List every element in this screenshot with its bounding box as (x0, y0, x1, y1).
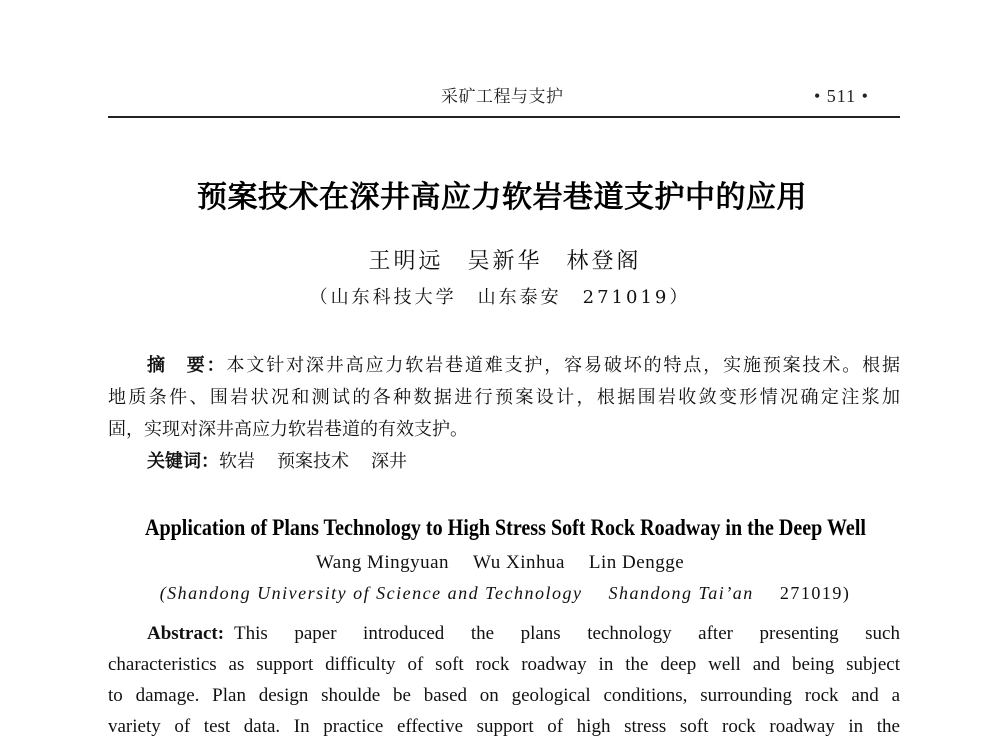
author-name: 王明远 (368, 249, 444, 274)
abstract-english-line: characteristics as support difficulty of soft rock roadway in the deep well and being subject (108, 654, 900, 675)
keywords-label: 关键词： (147, 451, 219, 472)
abstract-chinese-label: 摘 要： (147, 355, 227, 376)
abstract-english-line: variety of test data. In practice effective support of high stress soft rock roadway in the (108, 716, 900, 737)
keyword: 软岩 (219, 451, 255, 472)
affiliation-institution: (Shandong University of Science and Technology (159, 583, 583, 603)
authors-chinese (0, 249, 1000, 275)
keywords-chinese (147, 451, 747, 473)
header-rule (108, 116, 900, 118)
abstract-english-line (147, 624, 900, 644)
affiliation-location: Shandong Tai’an (608, 583, 754, 603)
author-name: 林登阁 (566, 249, 642, 274)
paper-title-english-wrapper (144, 510, 868, 542)
abstract-english-text: This paper introduced the plans technology after presenting such (234, 623, 900, 644)
abstract-english-label: Abstract: (147, 623, 225, 644)
author-name: 吴新华 (467, 249, 543, 274)
paper-title-chinese: 预案技术在深井高应力软岩巷道支护中的应用 (197, 180, 807, 215)
affiliation-english (0, 582, 1000, 604)
abstract-chinese-text: 本文针对深井高应力软岩巷道难支护，容易破坏的特点，实施预案技术。根据 (226, 355, 901, 376)
abstract-chinese-line (147, 355, 900, 377)
keyword: 预案技术 (277, 451, 349, 472)
author-name: Wu Xinhua (473, 552, 565, 573)
author-name: Wang Mingyuan (315, 552, 450, 573)
abstract-chinese-line: 地质条件、围岩状况和测试的各种数据进行预案设计，根据围岩收敛变形情况确定注浆加 (108, 387, 900, 408)
keyword: 深井 (371, 451, 407, 472)
authors-english (0, 552, 1000, 574)
paper-title-english: Application of Plans Technology to High Stress Soft Rock Roadway in the Deep Well (145, 515, 866, 540)
abstract-chinese-line: 固，实现对深井高应力软岩巷道的有效支护。 (108, 419, 468, 440)
page-number: • 511 • (814, 86, 869, 106)
abstract-english-line: to damage. Plan design shoulde be based on geological conditions, surrounding rock and a (108, 685, 900, 706)
affiliation-chinese: （山东科技大学 山东泰安 271019） (309, 287, 691, 308)
running-head-section: 采矿工程与支护 (441, 87, 564, 107)
affiliation-postcode: 271019) (779, 583, 851, 603)
author-name: Lin Dengge (588, 552, 685, 573)
